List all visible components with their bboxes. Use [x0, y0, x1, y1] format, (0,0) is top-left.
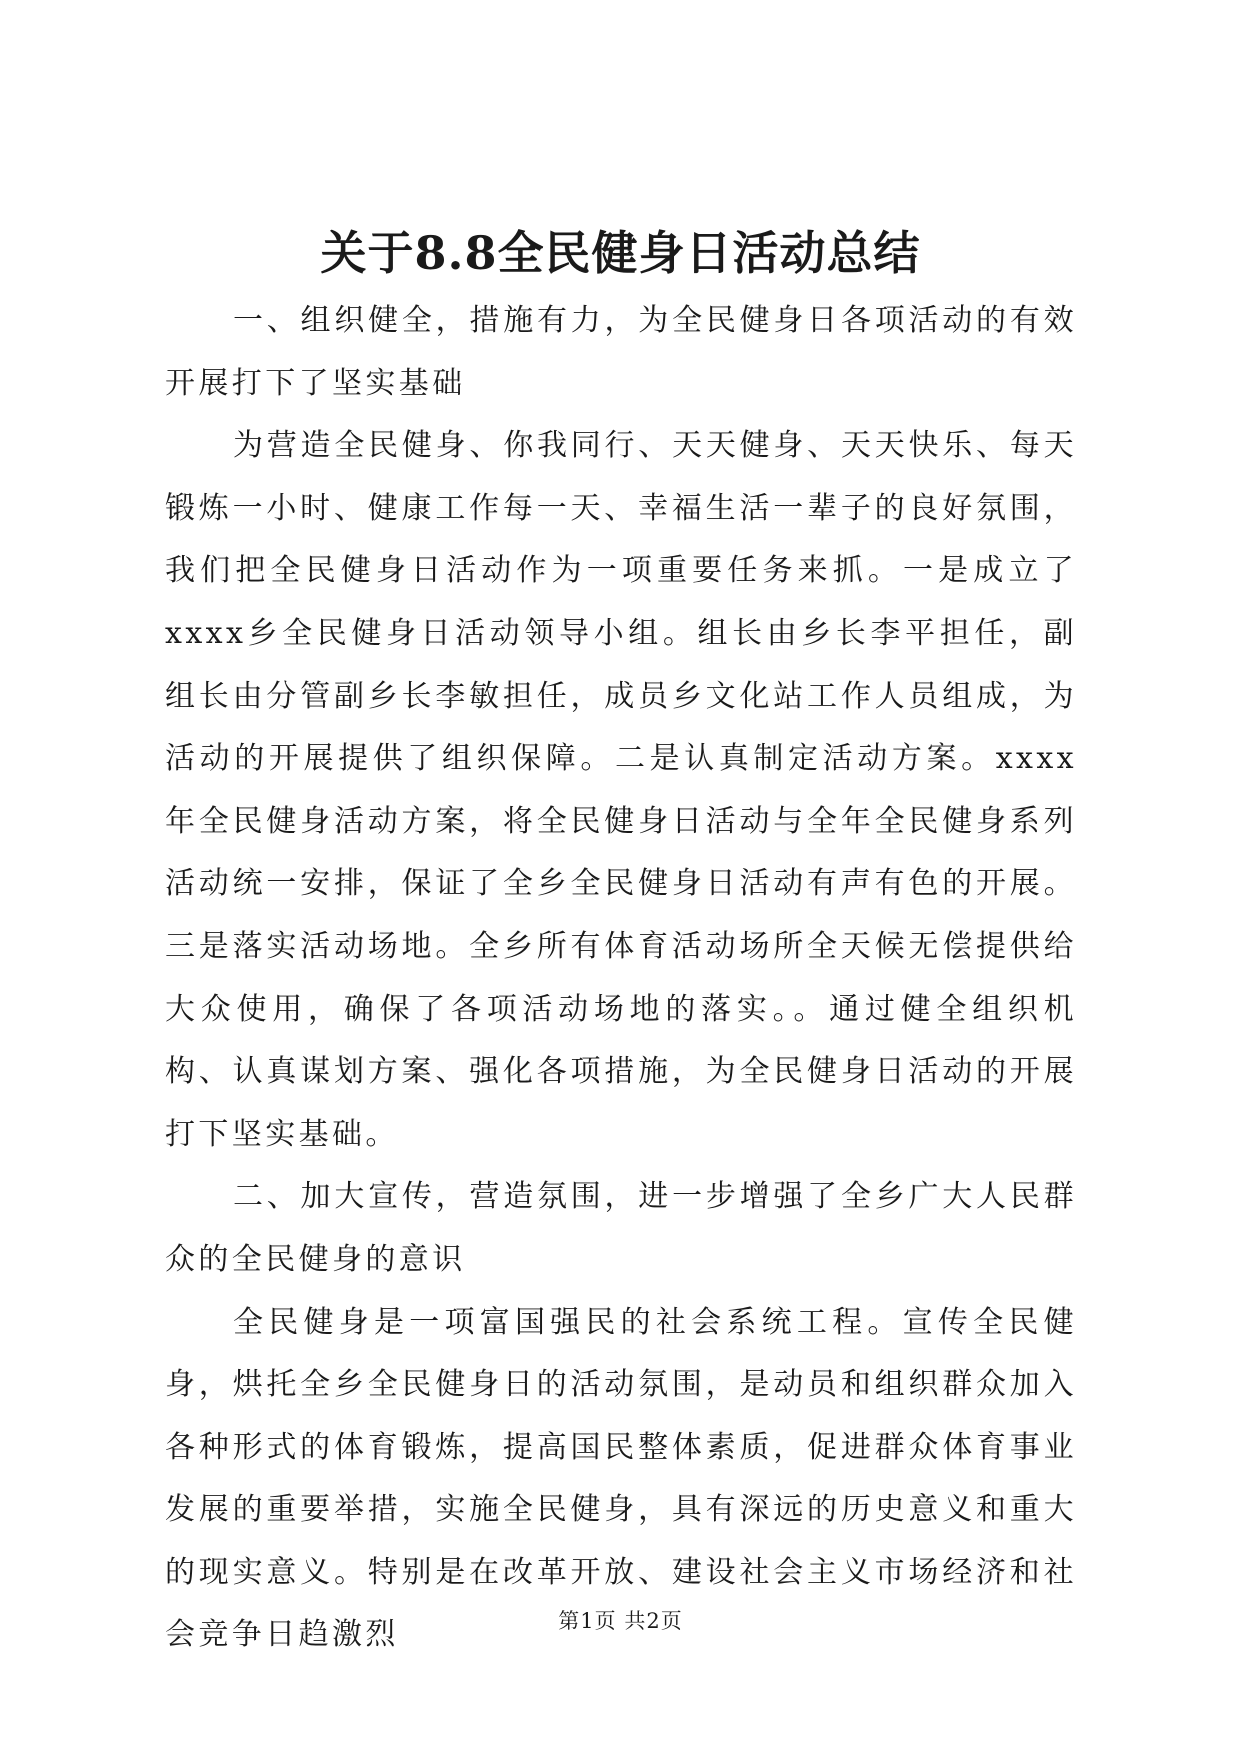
document-body — [165, 290, 1077, 1667]
document-title: 关于8.8全民健身日活动总结 — [320, 226, 921, 280]
section-heading-2: 二、加大宣传，营造氛围，进一步增强了全乡广大人民群众的全民健身的意识 — [165, 1179, 1077, 1277]
body-paragraph-1: 为营造全民健身、你我同行、天天健身、天天快乐、每天锻炼一小时、健康工作每一天、幸福生活一辈子的良好氛围，我们把全民健身日活动作为一项重要任务来抓。一是成立了xxxx乡全民健身日活动领导小组。组长由乡长李平担任，副组长由分管副乡长李敏担任，成员乡文化站工作人员组成，为活动的开展提供了组织保障。二是认真制定活动方案。xxxx年全民健身活动方案，将全民健身日活动与全年全民健身系列活动统一安排，保证了全乡全民健身日活动有声有色的开展。三是落实活动场地。全乡所有体育活动场所全天候无偿提供给大众使用，确保了各项活动场地的落实。。通过健全组织机构、认真谋划方案、强化各项措施，为全民健身日活动的开展打下坚实基础。 — [165, 428, 1077, 1152]
page-number-footer: 第1页 共2页 — [558, 1609, 683, 1633]
section-heading-1: 一、组织健全，措施有力，为全民健身日各项活动的有效开展打下了坚实基础 — [165, 303, 1077, 401]
body-paragraph-2: 全民健身是一项富国强民的社会系统工程。宣传全民健身，烘托全乡全民健身日的活动氛围，是动员和组织群众加入各种形式的体育锻炼，提高国民整体素质，促进群众体育事业发展的重要举措，实施全民健身，具有深远的历史意义和重大的现实意义。特别是在改革开放、建设社会主义市场经济和社会竞争日趋激烈 — [165, 1304, 1077, 1653]
